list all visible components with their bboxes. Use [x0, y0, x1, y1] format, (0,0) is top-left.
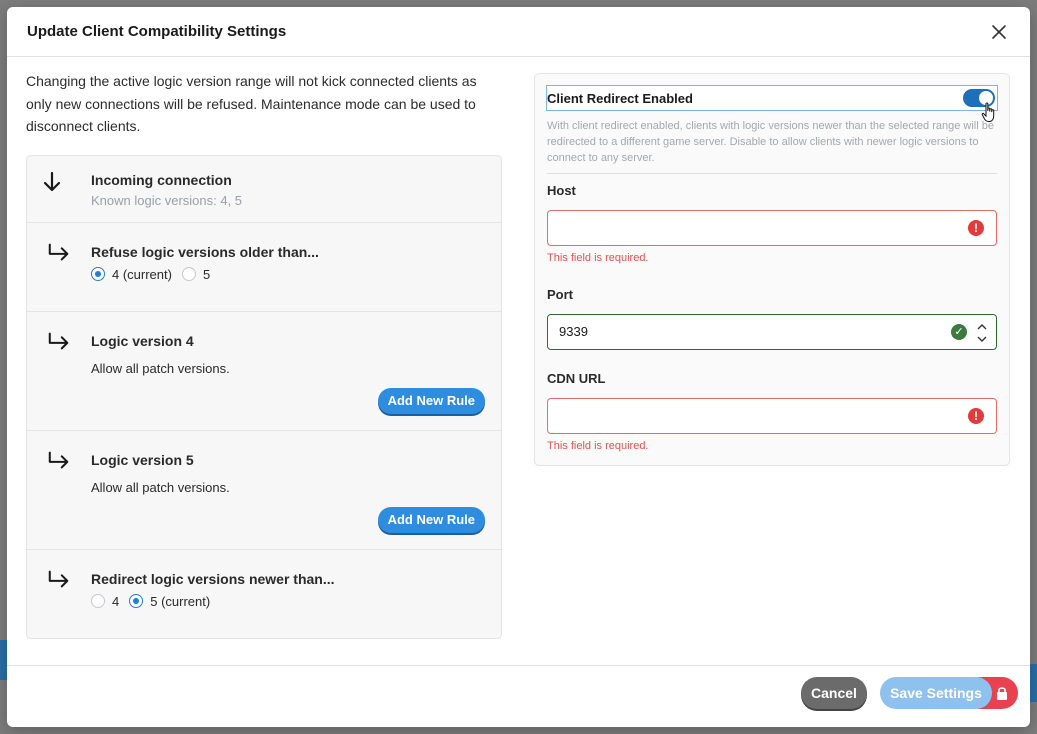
step-title: Redirect logic versions newer than...	[91, 570, 335, 587]
save-settings-button[interactable]: Save Settings	[880, 677, 992, 709]
add-new-rule-button[interactable]: Add New Rule	[378, 388, 485, 414]
radio-refuse-4[interactable]	[91, 267, 105, 281]
radio-label: 5	[202, 266, 211, 282]
error-icon: !	[968, 408, 984, 424]
radio-redirect-5[interactable]	[129, 594, 143, 608]
corner-down-right-icon	[47, 240, 71, 264]
save-settings-group	[880, 677, 1018, 709]
number-stepper-icon[interactable]	[976, 321, 988, 345]
radio-label: 5 (current)	[150, 593, 211, 609]
modal-header	[7, 7, 1030, 57]
corner-down-right-icon	[47, 448, 71, 472]
port-label: Port	[547, 287, 573, 302]
add-new-rule-button[interactable]: Add New Rule	[378, 507, 485, 533]
cdn-url-label: CDN URL	[547, 371, 606, 386]
step-redirect-newer	[27, 550, 501, 638]
step-title: Incoming connection	[91, 171, 232, 188]
modal-body	[7, 58, 1030, 665]
host-label: Host	[547, 183, 576, 198]
arrow-down-icon	[41, 170, 65, 194]
client-redirect-panel	[534, 73, 1010, 466]
step-logic-version-4	[27, 312, 501, 431]
cdn-url-error: This field is required.	[547, 440, 649, 452]
step-refuse-older	[27, 223, 501, 312]
step-incoming	[27, 156, 501, 223]
radio-redirect-4[interactable]	[91, 594, 105, 608]
radio-label: 4	[112, 593, 120, 609]
step-title: Logic version 4	[91, 332, 194, 349]
client-compatibility-modal	[7, 7, 1030, 727]
close-icon	[991, 24, 1007, 40]
refuse-version-options	[91, 267, 319, 282]
host-error: This field is required.	[547, 252, 649, 264]
corner-down-right-icon	[47, 567, 71, 591]
step-title: Logic version 5	[91, 451, 194, 468]
host-input[interactable]	[547, 210, 997, 246]
step-text: Allow all patch versions.	[91, 479, 230, 495]
modal-footer	[7, 665, 1030, 727]
radio-label: 4 (current)	[112, 266, 172, 282]
client-redirect-help: With client redirect enabled, clients with logic versions newer than the selected range will be redirected to a different game server. Disable to allow clients with newer logic versions to connect to any server.	[547, 120, 994, 164]
step-subtitle: Known logic versions: 4, 5	[91, 192, 243, 208]
close-button[interactable]	[988, 21, 1010, 43]
cdn-url-input[interactable]	[547, 398, 997, 434]
modal-title: Update Client Compatibility Settings	[27, 23, 287, 40]
intro-text: Changing the active logic version range will not kick connected clients as only new connections will be refused. Maintenance mode can be used to disconnect clients.	[26, 73, 477, 134]
step-title: Refuse logic versions older than...	[91, 243, 319, 260]
client-redirect-toggle-row[interactable]	[546, 85, 998, 111]
cancel-button[interactable]: Cancel	[801, 677, 867, 709]
port-input[interactable]	[547, 314, 997, 350]
connection-flow	[26, 155, 502, 639]
redirect-version-options	[91, 594, 335, 609]
logic-version-column	[26, 70, 502, 639]
lock-icon	[996, 686, 1008, 700]
step-text: Allow all patch versions.	[91, 360, 230, 376]
corner-down-right-icon	[47, 329, 71, 353]
client-redirect-label: Client Redirect Enabled	[547, 90, 693, 106]
error-icon: !	[968, 220, 984, 236]
check-icon: ✓	[951, 324, 967, 340]
divider	[547, 173, 997, 174]
step-logic-version-5	[27, 431, 501, 550]
radio-refuse-5[interactable]	[182, 267, 196, 281]
port-value: 9339	[559, 324, 588, 339]
